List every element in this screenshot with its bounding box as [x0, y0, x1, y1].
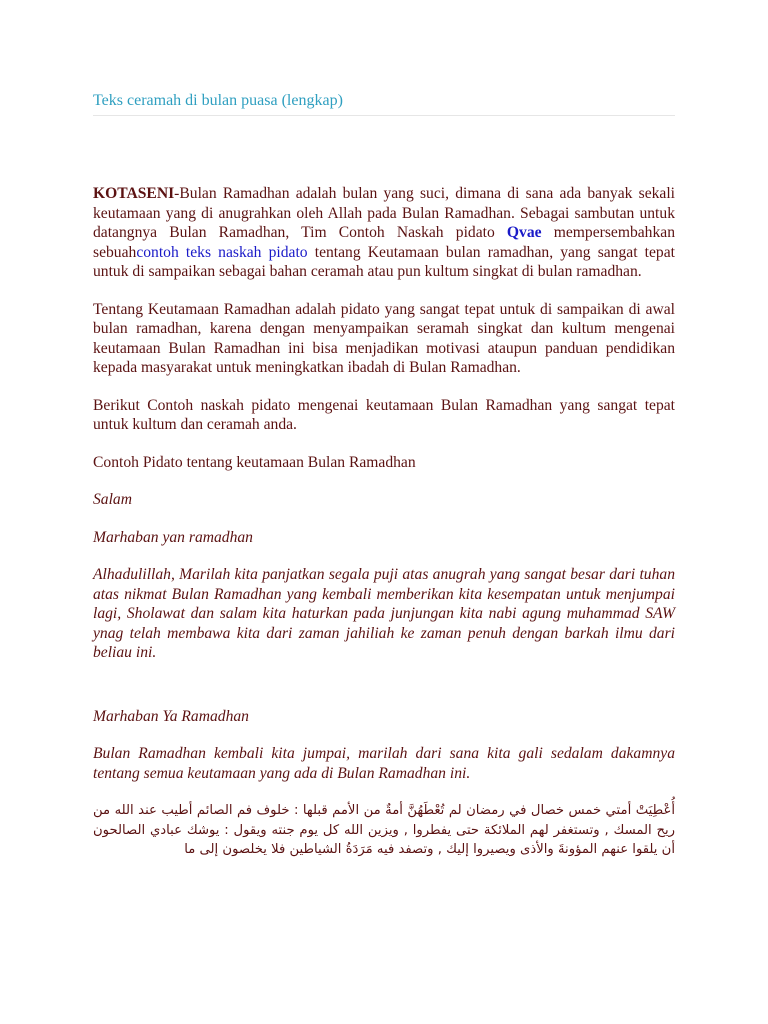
- source-name: KOTASENI: [93, 185, 175, 202]
- paragraph-berikut: Berikut Contoh naskah pidato mengenai keutamaan Bulan Ramadhan yang sangat tepat untuk kultum dan ceramah anda.: [93, 396, 675, 433]
- speech-paragraph-1: Alhadulillah, Marilah kita panjatkan segala puji atas anugrah yang sangat besar dari tuhan atas nikmat Bulan Ramadhan yang kembali memberikan kita kesempatan untuk menjumpai lagi, Sholawat dan salam kita haturkan pada junjungan kita nabi agung muhammad SAW ynag telah membawa kita dari zaman jahiliah ke zaman penuh dengan barkah ilmu dari beliau ini.: [93, 566, 675, 661]
- title-divider: [93, 115, 675, 116]
- article-body: [93, 184, 675, 878]
- hadith-arabic-text: أُعْطِيَتْ أمتي خمس خصال في رمضان لم تُعْطَهُنَّ أمةٌ من الأمم قبلها : خلوف فم الصائم أطيب عند الله من ريح المسك , وتستغفر لهم الملائكة حتى يفطروا , ويزين الله كل يوم جنته ويقول : يوشك عبادي الصالحون أن يلقوا عنهم المؤونةَ والأذى ويصيروا إليك , وتصفد فيه مَرَدَةُ الشياطين فلا يخلصون إلى ما: [93, 803, 675, 857]
- intro-text-b: mempersembahkan sebuah: [93, 224, 675, 261]
- intro-paragraph: [93, 184, 675, 282]
- qvae-link[interactable]: Qvae: [506, 224, 542, 241]
- speech-greeting-2: Marhaban Ya Ramadhan: [93, 707, 249, 725]
- speech-salam: Salam: [93, 491, 132, 508]
- speech-greeting-1: Marhaban yan ramadhan: [93, 528, 253, 546]
- paragraph-keutamaan: Tentang Keutamaan Ramadhan adalah pidato yang sangat tepat untuk di sampaikan di awal bulan ramadhan, karena dengan menyampaikan seramah singkat dan kultum mengenai keutamaan Bulan Ramadhan ini bisa menjadikan motivasi ataupun panduan pendidikan kepada masyarakat untuk meningkatkan ibadah di Bulan Ramadhan.: [93, 300, 675, 376]
- intro-text-c: tentang Keutamaan bulan ramadhan, yang sangat tepat untuk di sampaikan sebagai bahan ceramah atau pun kultum singkat di bulan ramadhan.: [93, 243, 675, 280]
- page-title: Teks ceramah di bulan puasa (lengkap): [93, 92, 343, 109]
- speech-paragraph-2: Bulan Ramadhan kembali kita jumpai, marilah dari sana kita gali sedalam dakamnya tentang semua keutamaan yang ada di Bulan Ramadhan ini.: [93, 745, 675, 782]
- intro-text-a: -Bulan Ramadhan adalah bulan yang suci, dimana di sana ada banyak sekali keutamaan yang di anugrahkan oleh Allah pada Bulan Ramadhan. Sebagai sambutan untuk datangnya Bulan Ramadhan, Tim Contoh Naskah pidato: [93, 185, 675, 241]
- section-heading: Contoh Pidato tentang keutamaan Bulan Ramadhan: [93, 453, 416, 471]
- naskah-pidato-link[interactable]: contoh teks naskah pidato: [136, 243, 308, 261]
- spacer: [93, 681, 675, 707]
